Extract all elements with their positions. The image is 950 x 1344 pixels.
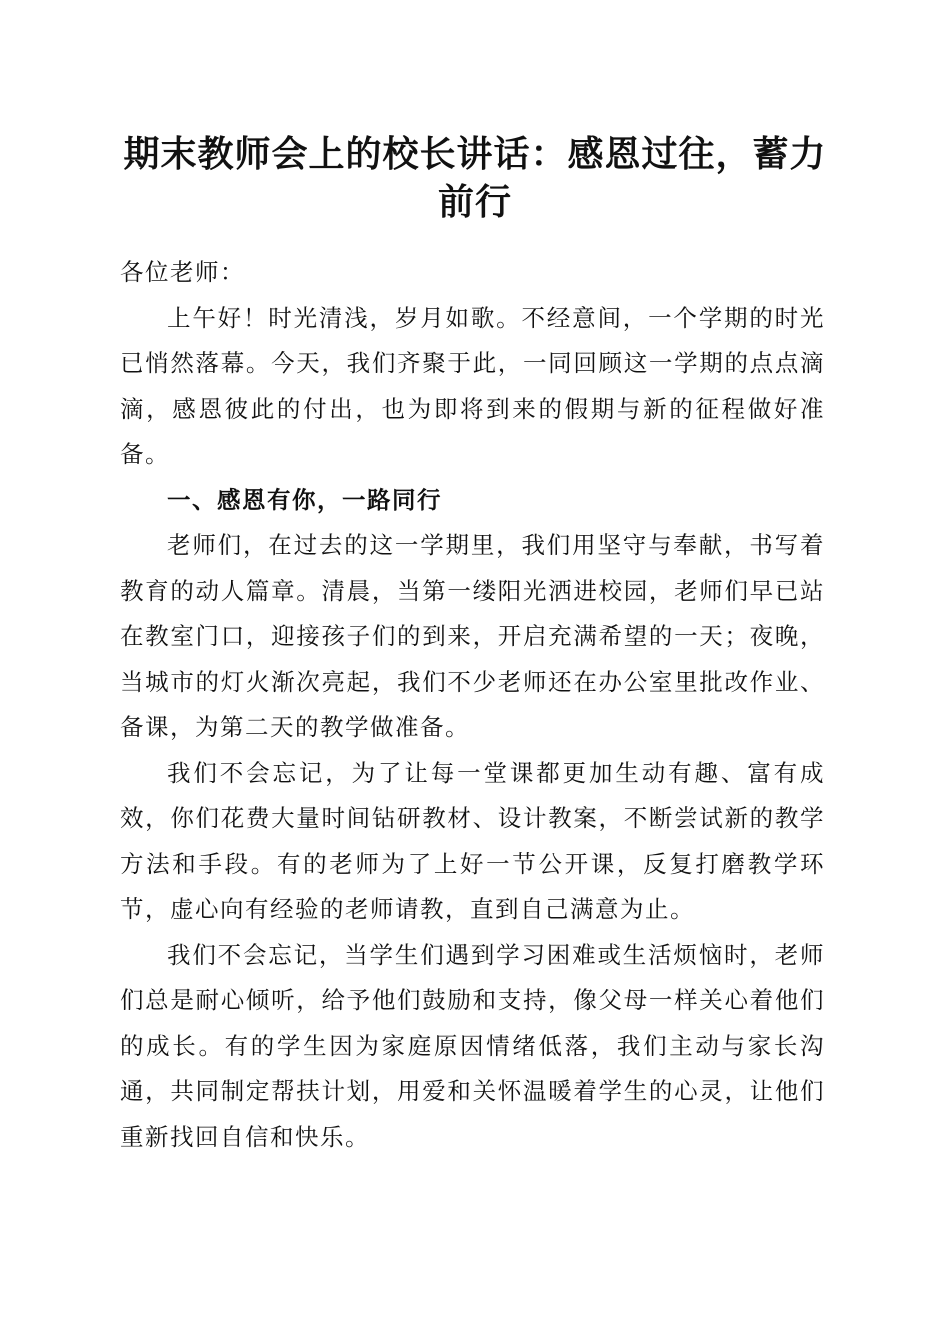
- section-paragraph: 我们不会忘记，为了让每一堂课都更加生动有趣、富有成效，你们花费大量时间钻研教材、设计教案，不断尝试新的教学方法和手段。有的老师为了上好一节公开课，反复打磨教学环节，虚心向有经验的老师请教，直到自己满意为止。: [120, 758, 825, 923]
- section-paragraph: 我们不会忘记，当学生们遇到学习困难或生活烦恼时，老师们总是耐心倾听，给予他们鼓励和支持，像父母一样关心着他们的成长。有的学生因为家庭原因情绪低落，我们主动与家长沟通，共同制定帮扶计划，用爱和关怀温暖着学生的心灵，让他们重新找回自信和快乐。: [120, 940, 825, 1151]
- opening-paragraph: 上午好！时光清浅，岁月如歌。不经意间，一个学期的时光已悄然落幕。今天，我们齐聚于此，一同回顾这一学期的点点滴滴，感恩彼此的付出，也为即将到来的假期与新的征程做好准备。: [120, 303, 825, 468]
- salutation: 各位老师：: [120, 258, 245, 286]
- section-paragraph: 老师们，在过去的这一学期里，我们用坚守与奉献，书写着教育的动人篇章。清晨，当第一缕阳光洒进校园，老师们早已站在教室门口，迎接孩子们的到来，开启充满希望的一天；夜晚，当城市的灯火渐次亮起，我们不少老师还在办公室里批改作业、备课，为第二天的教学做准备。: [120, 531, 825, 741]
- section-heading: 一、感恩有你，一路同行: [167, 485, 442, 514]
- document-body: [120, 250, 825, 1160]
- document-title: 期末教师会上的校长讲话：感恩过往，蓄力前行: [123, 133, 827, 223]
